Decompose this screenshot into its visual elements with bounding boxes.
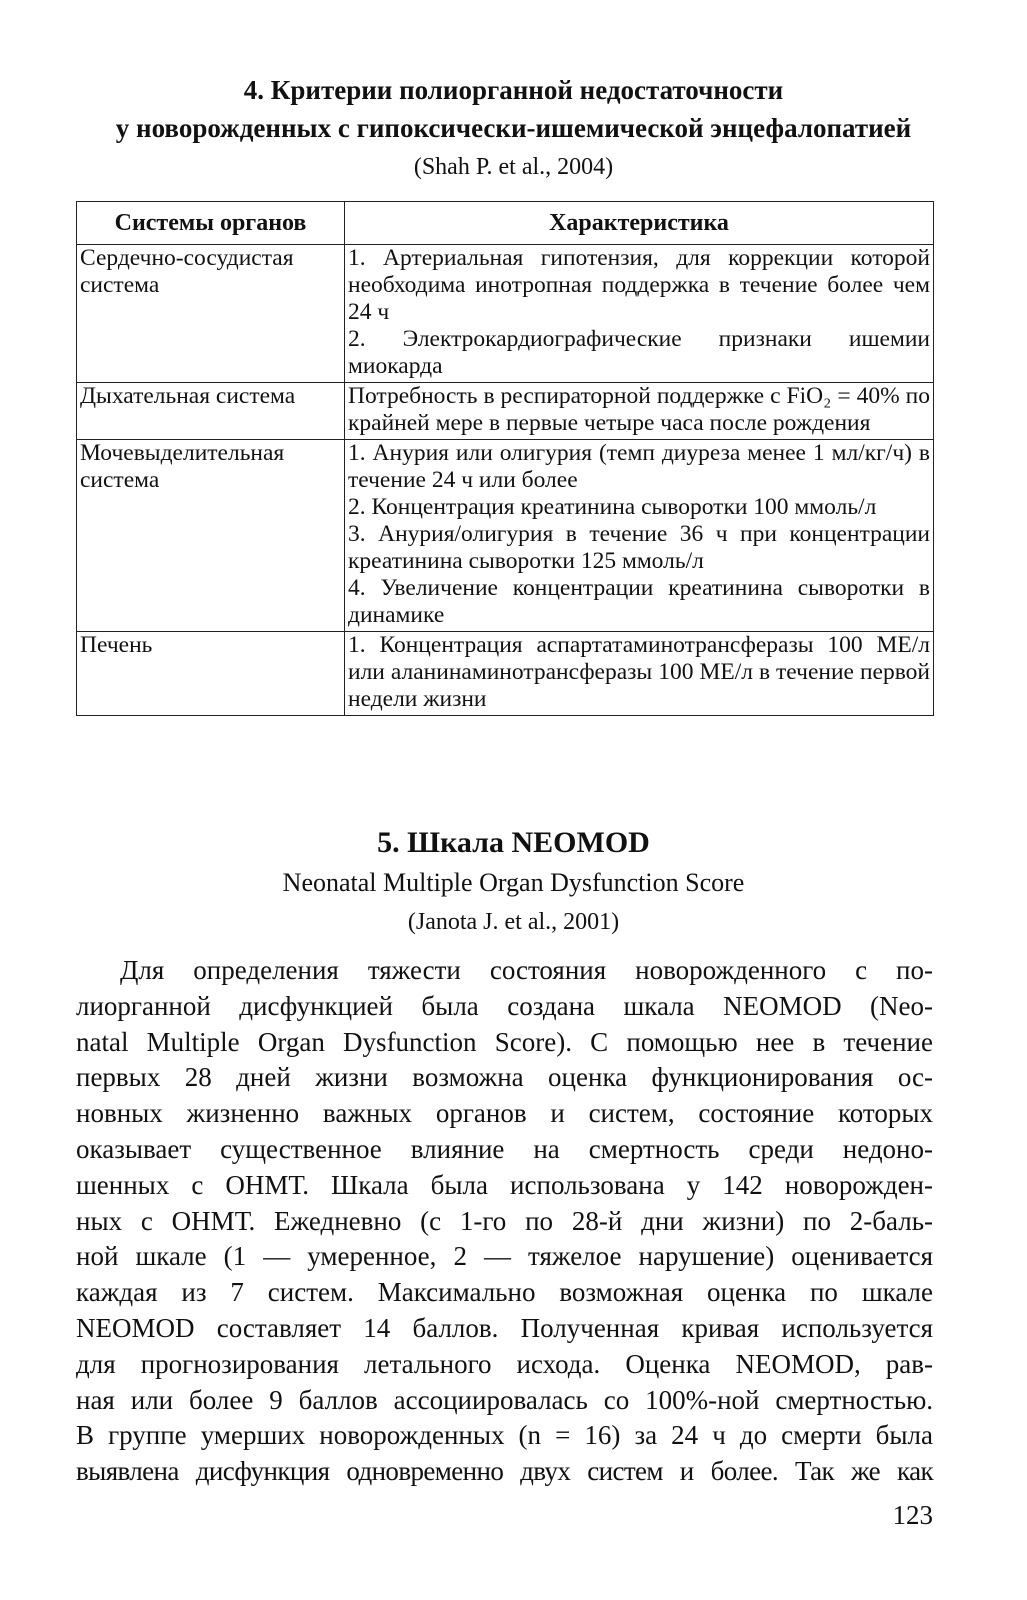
criterion-item: 3. Анурия/олигурия в течение 36 ч при концентрации креатинина сыворотки 125 ммоль/л — [348, 521, 930, 574]
body-line: natal Multiple Organ Dysfunction Score). С помощью нее в течение — [76, 1026, 933, 1057]
body-line: NEOMOD составляет 14 баллов. Полученная кривая используется — [76, 1312, 933, 1343]
criterion-item: Потребность в респираторной поддержке с FiO₂ = 40% по крайней мере в первые четыре часа после рождения — [348, 383, 930, 436]
criteria-table — [76, 201, 934, 716]
characteristic-cell — [345, 383, 934, 440]
body-line: новных жизненно важных органов и систем, состояние которых — [76, 1098, 933, 1129]
section5-subtitle: Neonatal Multiple Organ Dysfunction Score — [282, 868, 745, 897]
characteristic-cell — [345, 632, 934, 716]
table-row — [77, 440, 934, 632]
section4-citation: (Shah P. et al., 2004) — [413, 154, 614, 180]
body-line: Для определения тяжести состояния новорожденного с по- — [120, 955, 933, 985]
body-line: ной шкале (1 — умеренное, 2 — тяжелое нарушение) оценивается — [76, 1241, 933, 1272]
characteristic-cell — [345, 440, 934, 632]
body-line: ных с ОНМТ. Ежедневно (с 1-го по 28-й дни жизни) по 2-баль- — [76, 1205, 933, 1236]
section4-title-line2: у новорожденных с гипоксически-ишемической энцефалопатией — [115, 113, 912, 143]
table-header-row — [77, 202, 934, 245]
body-paragraph — [76, 953, 933, 1490]
criterion-item: 2. Электрокардиографические признаки ишемии миокарда — [348, 326, 930, 379]
column-header-characteristics: Характеристика — [345, 202, 934, 245]
body-line: выявлена дисфункция одновременно двух систем и более. Так же как — [76, 1456, 933, 1487]
body-line: для прогнозирования летального исхода. Оценка NEOMOD, рав- — [76, 1348, 933, 1379]
section5-title: 5. Шкала NEOMOD — [377, 826, 650, 859]
body-line: первых 28 дней жизни возможна оценка функционирования ос- — [76, 1062, 933, 1093]
criterion-item: 2. Концентрация креатинина сыворотки 100 ммоль/л — [348, 494, 877, 520]
body-line: оказывает существенное влияние на смертность среди недоно- — [76, 1133, 933, 1164]
characteristic-cell — [345, 245, 934, 383]
section5-citation: (Janota J. et al., 2001) — [407, 909, 620, 935]
table-row — [77, 632, 934, 716]
column-header-systems: Системы органов — [77, 202, 345, 245]
criterion-item: 4. Увеличение концентрации креатинина сыворотки в динамике — [348, 575, 930, 628]
criterion-item: 1. Анурия или олигурия (темп диуреза менее 1 мл/кг/ч) в течение 24 ч или более — [348, 440, 930, 493]
organ-system-cell: Дыхательная система — [77, 383, 345, 440]
table-row — [77, 383, 934, 440]
page-number: 123 — [892, 1500, 933, 1530]
body-line: В группе умерших новорожденных (n = 16) за 24 ч до смерти была — [76, 1420, 933, 1451]
organ-system-cell: Печень — [77, 632, 345, 716]
body-line: лиорганной дисфункцией была создана шкала NEOMOD (Neo- — [76, 990, 933, 1021]
organ-system-cell: Сердечно-сосудистая система — [77, 245, 345, 383]
body-line: шенных с ОНМТ. Шкала была использована у 142 новорожден- — [76, 1169, 933, 1200]
table-row — [77, 245, 934, 383]
body-line: каждая из 7 систем. Максимально возможная оценка по шкале — [76, 1277, 933, 1308]
section4-title-line1: 4. Критерии полиорганной недостаточности — [243, 75, 784, 105]
criterion-item: 1. Артериальная гипотензия, для коррекции которой необходима инотропная поддержка в течение более чем 24 ч — [348, 245, 930, 325]
criterion-item: 1. Концентрация аспартатаминотрансферазы 100 МЕ/л или аланинаминотрансферазы 100 МЕ/л в течение первой недели жизни — [348, 632, 930, 712]
organ-system-cell: Мочевыделительная система — [77, 440, 345, 632]
body-line: ная или более 9 баллов ассоциировалась со 100%-ной смертностью. — [76, 1384, 933, 1415]
